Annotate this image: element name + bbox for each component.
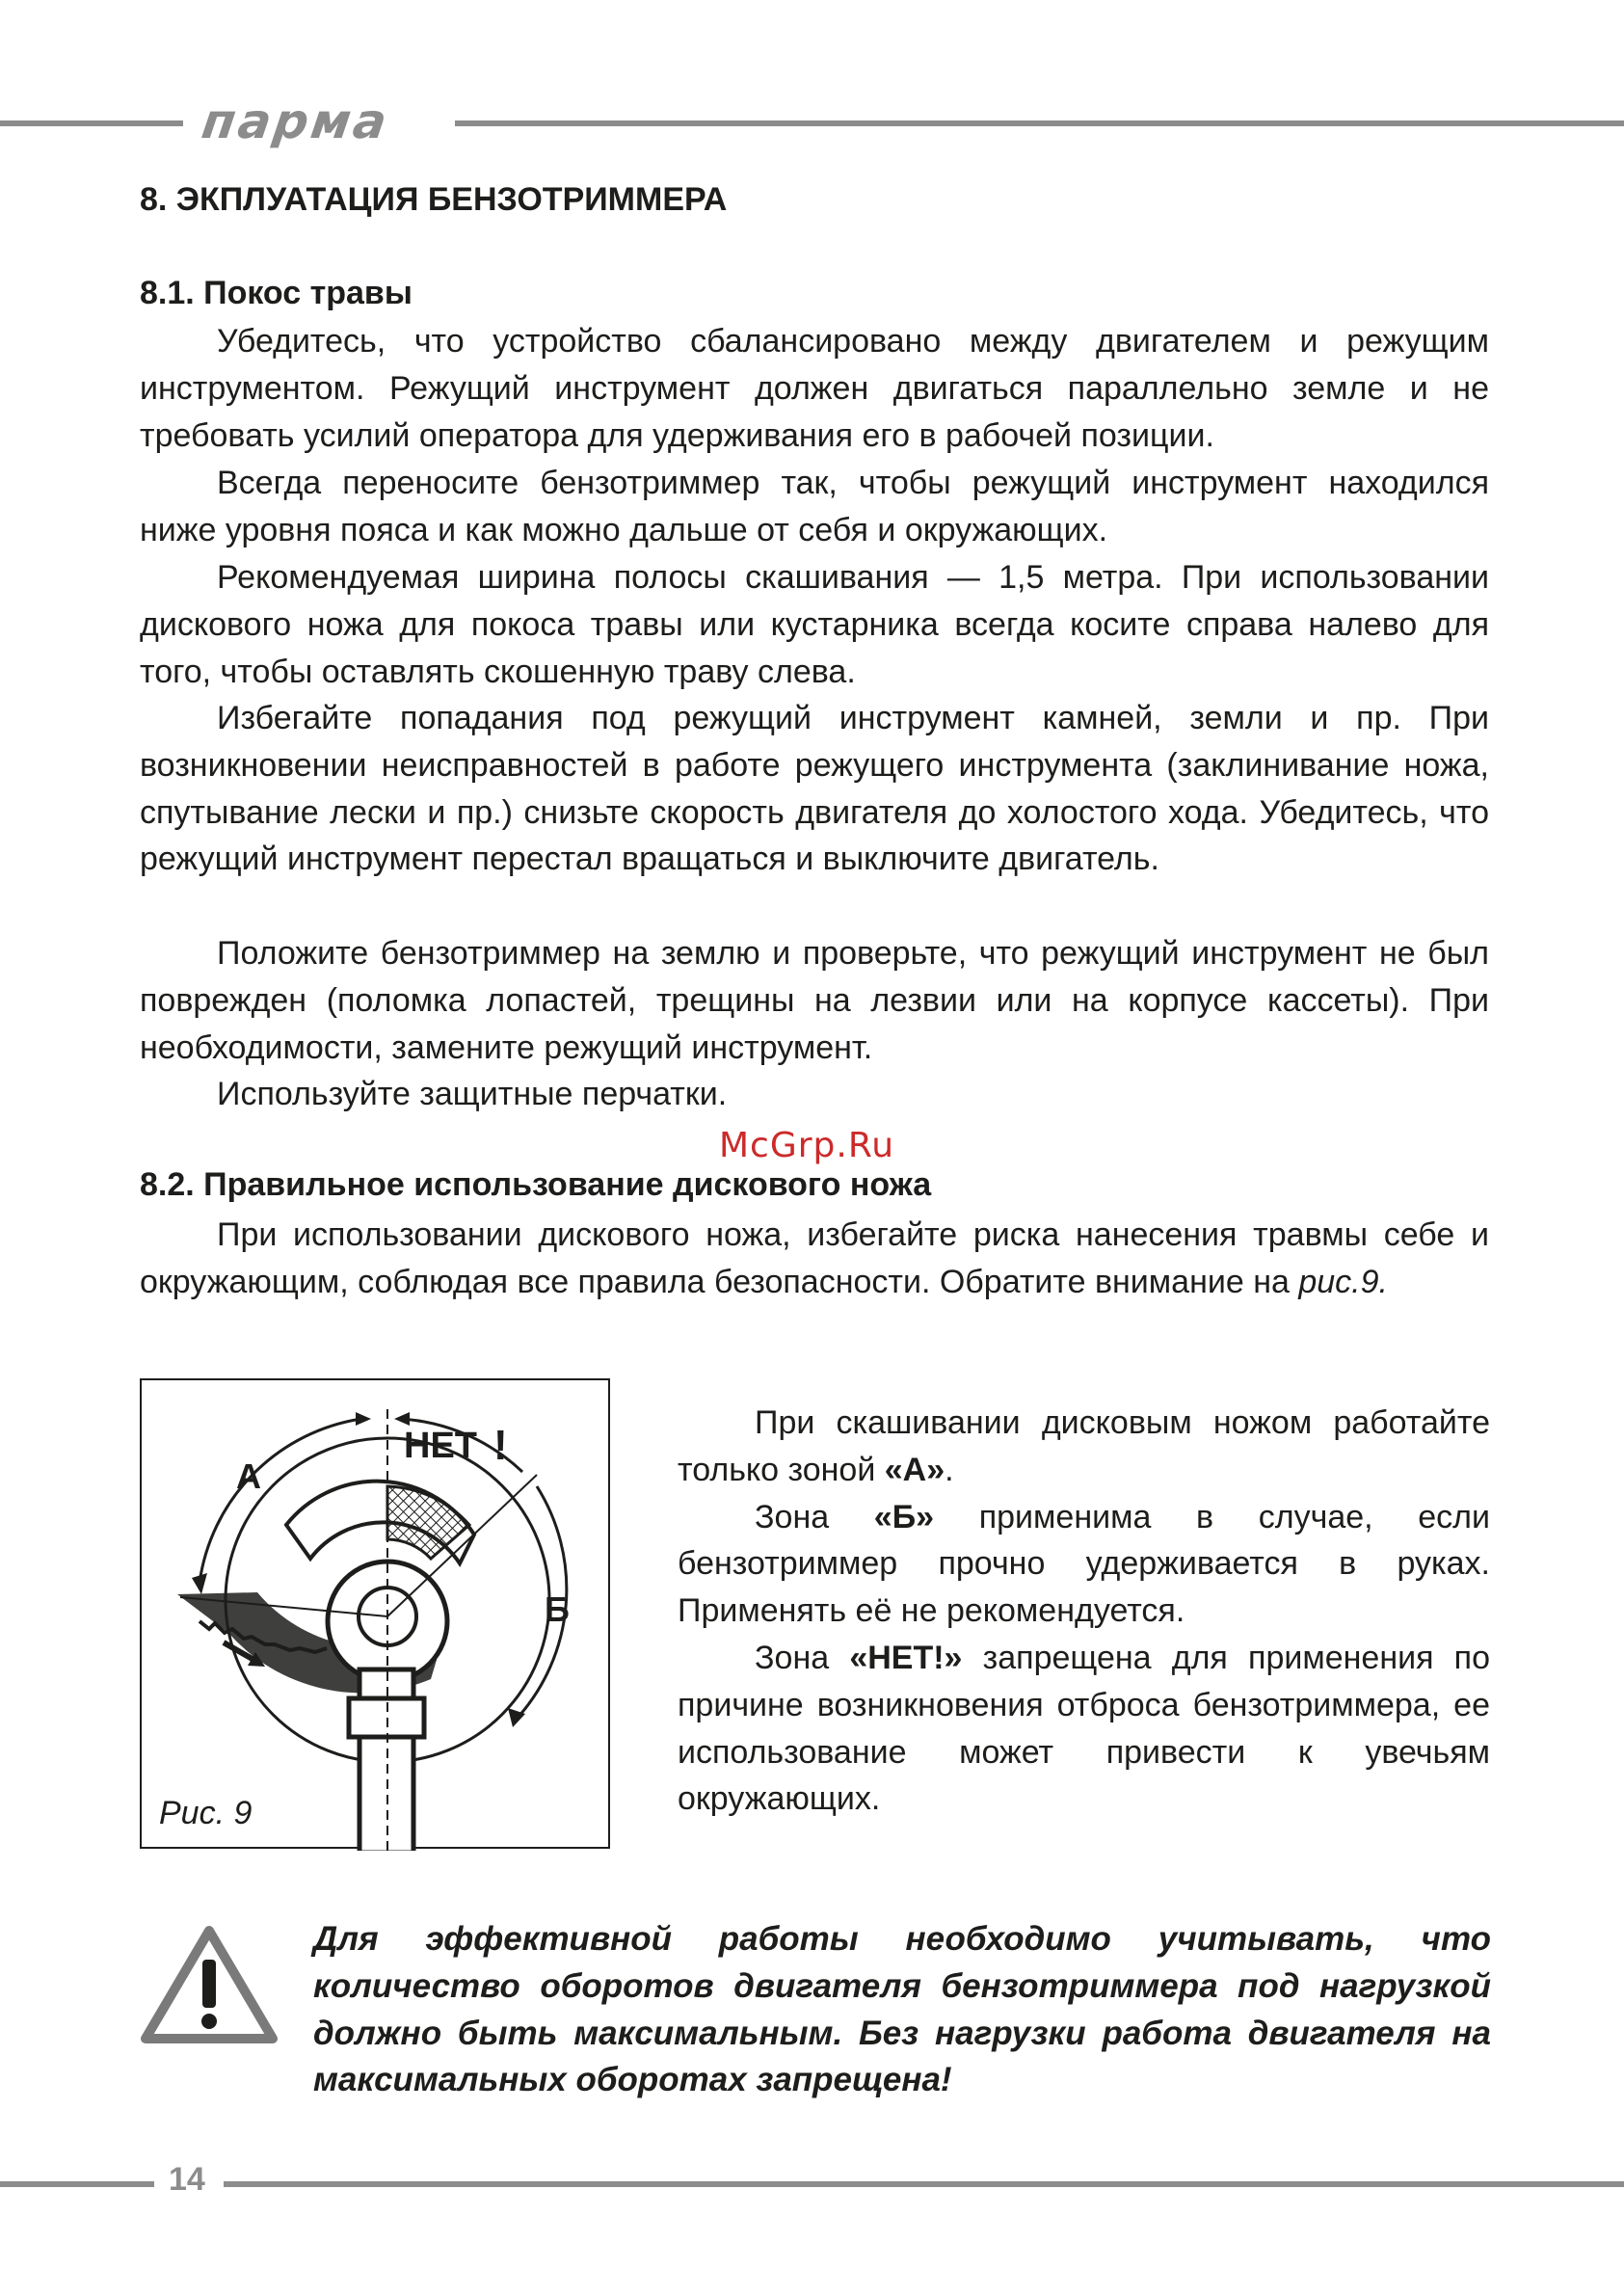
brand-logo: парма [198, 93, 393, 149]
paragraph: Избегайте попадания под режущий инструмент камней, земли и пр. При возникновении неисправностей в работе режущего инструмента (заклинивание ножа, спутывание лески и пр.) снизьте скорость двигателя до холостого хода. Убедитесь, что режущий инструмент перестал вращаться и выключите двигатель. [140, 700, 1489, 878]
warning-text: Для эффективной работы необходимо учитывать, что количество оборотов двигателя бензотриммера под нагрузкой должно быть максимальным. Без нагрузки работа двигателя на максимальных оборотах запрещена! [313, 1920, 1491, 2099]
footer-rule-right [224, 2181, 1624, 2187]
arrowhead-net [394, 1412, 410, 1426]
arrowhead-top-left [356, 1412, 371, 1426]
disc-knife-zone-diagram [142, 1380, 612, 1851]
intro-paragraph [140, 1212, 1489, 1306]
label-b: Б [545, 1589, 570, 1629]
zone-b-paragraph: Зона «Б» применима в случае, если бензотриммер прочно удерживается в руках. Применять её не рекомендуется. [678, 1498, 1490, 1630]
zone-net-paragraph: Зона «НЕТ!» запрещена для применения по причине возникновения отброса бензотриммера, ее использование может привести к увечьям окружающих. [678, 1639, 1491, 1818]
figure-caption: Рис. 9 [159, 1795, 253, 1831]
arrowhead-a [192, 1573, 207, 1594]
paragraph: Положите бензотриммер на землю и проверьте, что режущий инструмент не был поврежден (поломка лопастей, трещины на лезвии или на корпусе кассеты). При необходимости, замените режущий инструмент. [140, 935, 1489, 1066]
header-rule-left [0, 120, 183, 126]
paragraph: Убедитесь, что устройство сбалансировано между двигателем и режущим инструментом. Режущий инструмент должен двигаться параллельно земле и не требовать усилий оператора для удерживания его в рабочей позиции. [140, 323, 1489, 454]
paragraph: Рекомендуемая ширина полосы скашивания — 1,5 метра. При использовании дискового ножа для покоса травы или кустарника всегда косите справа налево для того, чтобы оставлять скошенную траву слева. [140, 559, 1489, 690]
zone-description [678, 1400, 1490, 1823]
section-title: 8. ЭКПЛУАТАЦИЯ БЕНЗОТРИММЕРА [140, 181, 728, 218]
label-exclamation: ! [493, 1422, 508, 1469]
header-rule-right [455, 120, 1624, 126]
figure-reference: рис.9. [1298, 1263, 1388, 1300]
figure-9 [140, 1378, 610, 1849]
subsection-title-2: 8.2. Правильное использование дискового ножа [140, 1166, 932, 1203]
intro-text: При использовании дискового ножа, избегайте риска нанесения травмы себе и окружающим, соблюдая все правила безопасности. Обратите внимание на [140, 1216, 1489, 1300]
zone-a-paragraph: При скашивании дисковым ножом работайте только зоной «А». [678, 1404, 1490, 1488]
warning-triangle-icon [140, 1923, 280, 2046]
footer-rule-left [0, 2181, 154, 2187]
paragraph: Всегда переносите бензотриммер так, чтобы режущий инструмент находился ниже уровня пояса и как можно дальше от себя и окружающих. [140, 465, 1489, 548]
watermark: McGrp.Ru [719, 1126, 895, 1165]
paragraph: Используйте защитные перчатки. [217, 1076, 728, 1112]
label-a: А [236, 1456, 261, 1496]
page-number: 14 [169, 2161, 205, 2198]
subsection-title-1: 8.1. Покос травы [140, 275, 413, 311]
label-net: НЕТ [404, 1426, 477, 1466]
